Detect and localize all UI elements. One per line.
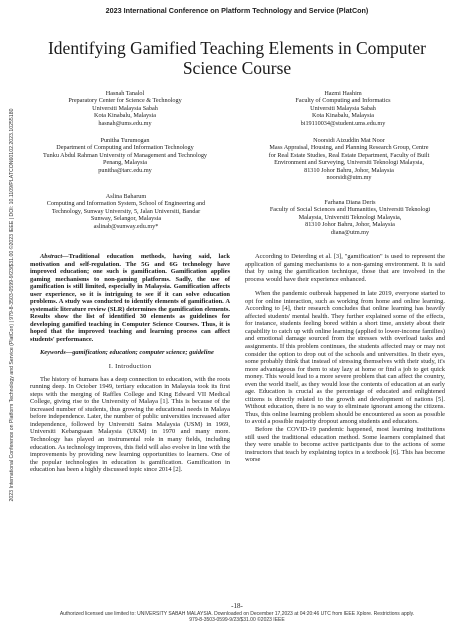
author-location: 81310 Johor Bahru, Johor, Malaysia bbox=[304, 166, 394, 174]
body-paragraph: When the pandemic outbreak happened in late 2019, everyone started to opt for online interaction, such as working from home and online learning. According to [4], their research concludes that online learning has heavily affected students' mental health. They further explained some of the effects, for instance, students feeling bored within a short time, anxiety about their capability to catch up with online learning (applied to lower-income families) and emotional damage sourced from the stresses with overload tasks and assignments. If this problem continues, the students affected may or may not consider the option to drop out of the schools and universities. In their eyes, some probably think that instead of stressing themselves with their study, it's more advantageous for them to stay lazy at home or find a job to get quick money. This would lead to a more severe problem that can affect the country, even the world itself, as they would lose the contents of education at an early age. Education is crucial as the percentage of educated and enlightened citizens is directly related to the growth and development of nations [5]. Without education, there is no way to eliminate ignorant among the citizens. Thus, this online learning problem should be encountered as soon as possible to avoid a possible majority dropout among students and educators. bbox=[245, 290, 445, 426]
keywords bbox=[30, 349, 230, 357]
author-email: noorsidi@utm.my bbox=[326, 174, 372, 182]
author-block-3 bbox=[22, 137, 228, 174]
author-name: Aslina Baharum bbox=[105, 193, 147, 200]
author-affiliation: Faculty of Computing and Informatics bbox=[295, 97, 391, 105]
author-affiliation: Technology, Sunway University, 5, Jalan Universiti, Bandar bbox=[51, 207, 201, 215]
page-number: -18- bbox=[231, 602, 243, 610]
author-block-6 bbox=[248, 199, 452, 236]
author-affiliation: Preparatory Center for Science & Technology bbox=[68, 97, 182, 105]
author-affiliation: Computing and Information System, School of Engineering and bbox=[46, 200, 206, 208]
side-identifier: 2023 International Conference on Platform Technology and Service (PlatCon) | 979-8-3503-0599-9/23/$31.00 ©2023 IEEE | DOI: 10.1109/PLATCON60102.2023.10255180 bbox=[9, 108, 15, 502]
right-column bbox=[245, 253, 445, 464]
conference-header: 2023 International Conference on Platform Technology and Service (PlatCon) bbox=[105, 6, 369, 15]
abstract bbox=[30, 253, 230, 344]
author-location: Kota Kinabalu, Malaysia bbox=[311, 112, 375, 120]
author-affiliation: for Real Estate Studies, Real Estate Department, Faculty of Built bbox=[268, 151, 430, 159]
author-location: Sunway, Selangor, Malaysia bbox=[90, 215, 162, 223]
author-name: Hazmi Hashim bbox=[324, 90, 362, 97]
copyright-line: 979-8-3503-0599-9/23/$31.00 ©2023 IEEE bbox=[189, 617, 285, 623]
author-affiliation: Faculty of Social Sciences and Humanities, Universiti Teknologi bbox=[269, 206, 431, 214]
author-email: diana@utm.my bbox=[330, 228, 370, 236]
author-affiliation: Mass Appraisal, Housing, and Planning Research Group, Centre bbox=[269, 144, 429, 152]
author-location: Kota Kinabalu, Malaysia bbox=[93, 112, 157, 120]
author-name: Noorsidi Aizuddin Mat Noor bbox=[313, 137, 385, 144]
author-block-2 bbox=[268, 90, 418, 127]
author-location: Penang, Malaysia bbox=[103, 159, 147, 167]
author-block-4 bbox=[244, 137, 454, 181]
author-block-5 bbox=[28, 193, 224, 230]
author-block-1 bbox=[50, 90, 200, 127]
author-name: Hasnah Tanalol bbox=[105, 90, 145, 97]
author-affiliation: Environment and Surveying, Universiti Teknologi Malaysia, bbox=[274, 159, 424, 167]
author-affiliation: Malaysia, Universiti Teknologi Malaysia, bbox=[298, 213, 402, 221]
abstract-label: Abstract— bbox=[40, 253, 69, 260]
section-heading: I. Introduction bbox=[108, 363, 152, 371]
abstract-text: Traditional education methods, having said, lack motivation and self-regulation. The 5G and 6G technology have improved education; one such is gamification. Gamification applies gaming mechanisms to non-gaming platforms. Sadly, the use of gamification is still limited, especially in Malaysia. Gamification affects user experience, so it is intriguing to see if it can solve education problems. A study was conducted to identify elements of gamification. A systematic literature review (SLR) determines the gamification elements. Results show the list of identified 30 elements as guidelines for developing gamified teaching in Computer Science Courses. Thus, it is hoped that the improved teaching and learning process can affect students' performance. bbox=[30, 253, 230, 344]
author-name: Punitha Turumogan bbox=[100, 137, 150, 144]
license-notice: Authorized licensed use limited to: UNIVERSITY SABAH MALAYSIA. Downloaded on December 17,2023 at 04:20:46 UTC from IEEE Xplore. Restrictions apply. bbox=[59, 611, 415, 617]
author-affiliation: Department of Computing and Information Technology bbox=[56, 144, 194, 152]
left-column bbox=[30, 253, 230, 474]
body-paragraph: Before the COVID-19 pandemic happened, most learning institutions still used the traditional education method. Some learners complained that they were unable to become active participants due to the actions of some instructors that teach by explaining topics in a textbook [6]. This has become worse bbox=[245, 426, 445, 464]
keywords-text: gamification; education; computer science; guideline bbox=[72, 348, 214, 356]
author-affiliation: Tunku Abdul Rahman University of Management and Technology bbox=[42, 151, 208, 159]
author-email: hasnah@ums.edu.my bbox=[98, 119, 152, 127]
author-location: 81310 Johor Bahru, Johor, Malaysia bbox=[305, 221, 395, 229]
body-paragraph: According to Deterding et al. [3], "gamification" is used to represent the application of gaming mechanisms to a non-gaming environment. It is said that by using the gamification technique, those that are involved in the process would have their experience enhanced. bbox=[245, 253, 445, 283]
intro-paragraph: The history of humans has a deep connection to education, with the roots running deep. In October 1949, tertiary education in Malaysia took its first steps with the merging of Raffles College and King Edward VII Medical College, giving rise to the University of Malaya [1]. This is because of the increased number of students, thus growing the educational needs in Malaya before independence. Later, the number of public universities increased after independence, followed by Universiti Sains Malaysia (USM) in 1969, Universiti Kebangsaan Malaysia (UKM) in 1970 and many more. Technology has played an instrumental role in many fields, including education. As technology improves, this field will also evolve in line with the improvements by providing new learning opportunities to learners. One of the popular technologies in education is gamification. Gamification in education has been a highly discussed topic since 2014 [2]. bbox=[30, 375, 230, 474]
author-email: punitha@tarc.edu.my bbox=[98, 166, 152, 174]
author-name: Farhana Diana Deris bbox=[324, 199, 376, 206]
author-email: bi19110034@student.ums.edu.my bbox=[300, 119, 386, 127]
footer bbox=[0, 611, 474, 623]
author-affiliation: Universiti Malaysia Sabah bbox=[310, 104, 376, 112]
author-affiliation: Universiti Malaysia Sabah bbox=[92, 104, 158, 112]
author-email: aslinab@sunway.edu.my* bbox=[93, 222, 159, 230]
paper-title: Identifying Gamified Teaching Elements in Computer Science Course bbox=[47, 38, 426, 78]
keywords-label: Keywords— bbox=[40, 348, 73, 356]
